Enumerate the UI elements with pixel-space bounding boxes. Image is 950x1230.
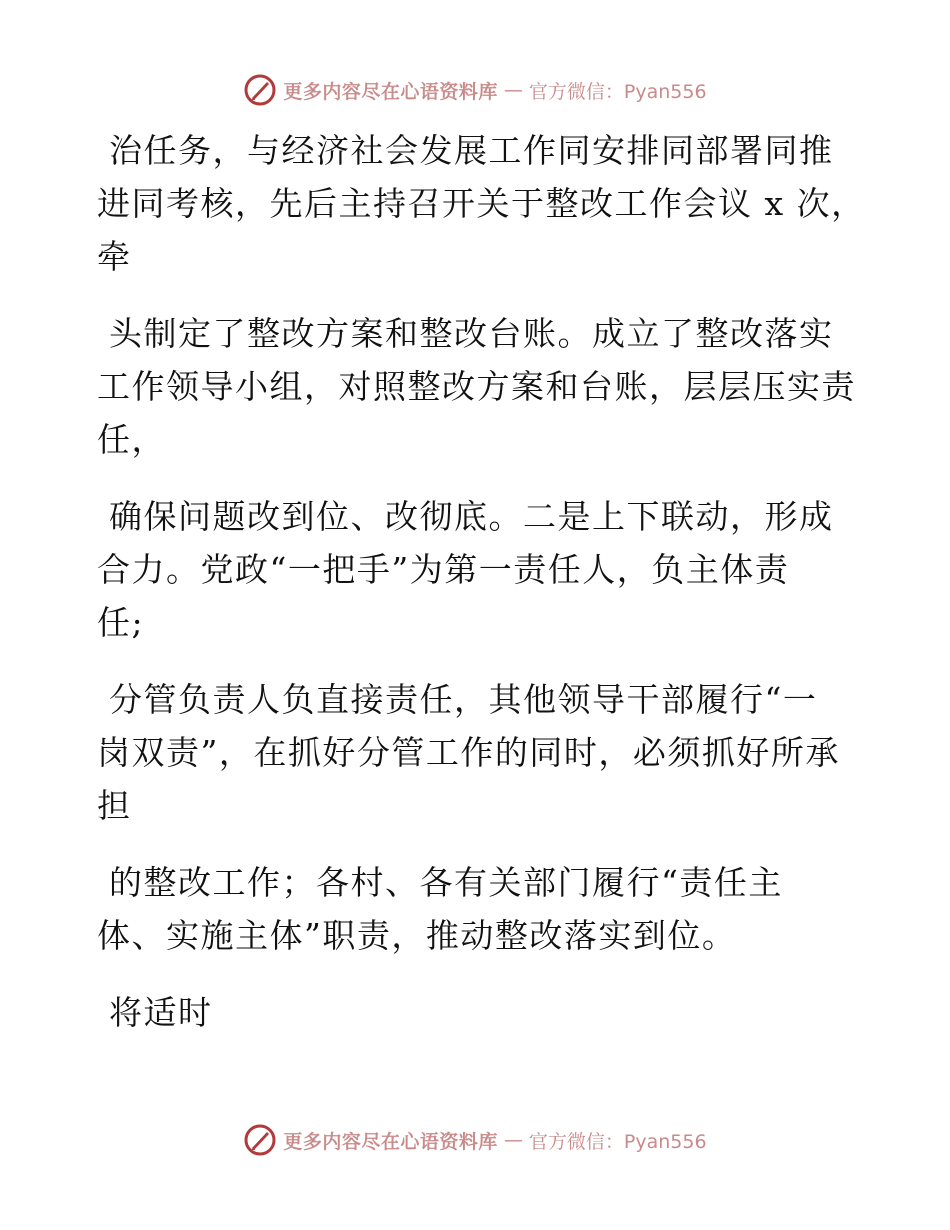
text-line: 任; [97, 603, 145, 642]
text-line: 担 [97, 786, 132, 825]
watermark-separator: — [503, 1129, 523, 1151]
text-line: 头制定了整改方案和整改台账。成立了整改落实 [109, 314, 834, 353]
text-line: 的整改工作；各村、各有关部门履行“责任主 [109, 863, 783, 902]
watermark-text: 更多内容尽在心语资料库 [283, 80, 498, 103]
paragraph [97, 856, 857, 962]
watermark-separator: — [503, 79, 523, 101]
text-line: 牵 [97, 237, 132, 276]
text-line: 分管负责人负直接责任，其他领导干部履行“一 [109, 680, 818, 719]
text-line: 治任务，与经济社会发展工作同安排同部署同推 [109, 131, 834, 170]
text-line: 将适时 [109, 993, 213, 1032]
text-line: 工作领导小组，对照整改方案和台账，层层压实责 [97, 367, 856, 406]
paragraph [97, 124, 866, 283]
text-line: 合力。党政“一把手”为第一责任人，负主体责 [97, 550, 790, 589]
paragraph [97, 673, 857, 832]
header-watermark [0, 70, 950, 110]
quill-logo-icon [243, 73, 277, 107]
text-line: 岗双责”，在抓好分管工作的同时，必须抓好所承 [97, 733, 840, 772]
text-line: 进同考核，先后主持召开关于整改工作会议 x 次， [97, 184, 866, 223]
quill-logo-icon [243, 1123, 277, 1157]
paragraph [97, 307, 857, 466]
text-line: 体、实施主体”职责，推动整改落实到位。 [97, 916, 737, 955]
text-line: 确保问题改到位、改彻底。二是上下联动，形成 [109, 497, 834, 536]
text-line: 任， [97, 420, 166, 459]
watermark-text: 更多内容尽在心语资料库 [283, 1130, 498, 1153]
document-body [97, 124, 866, 1063]
watermark-contact: 官方微信：Pyan556 [528, 1130, 707, 1153]
footer-watermark [0, 1120, 950, 1160]
paragraph [97, 490, 857, 649]
watermark-contact: 官方微信：Pyan556 [528, 80, 707, 103]
paragraph [97, 986, 857, 1039]
